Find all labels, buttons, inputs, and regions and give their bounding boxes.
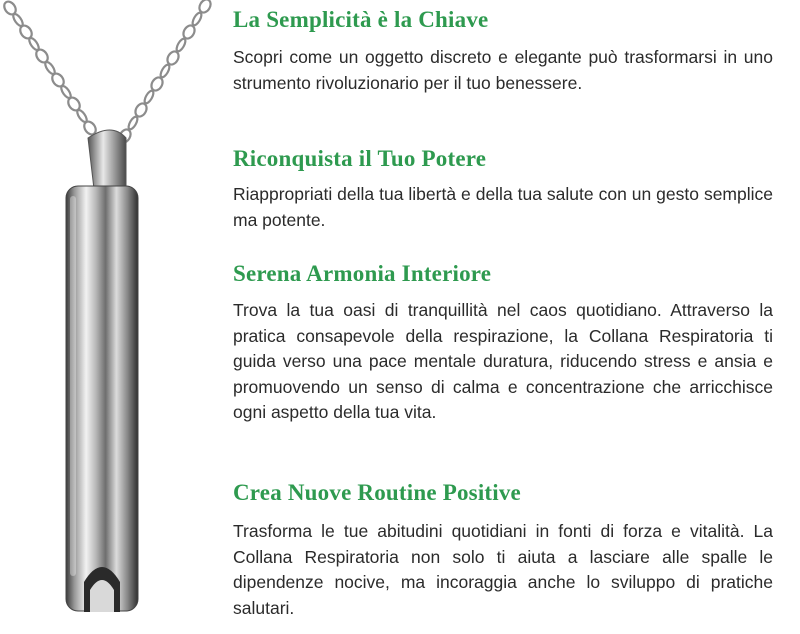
chain-right xyxy=(117,0,213,145)
section-body: Trova la tua oasi di tranquillità nel caos quotidiano. Attraverso la pratica consapevole della respirazione, la Collana Respiratoria ti guida verso una pace mentale duratura, riducendo stress e ansia e promuovendo un senso di calma e concentrazione che arricchisce ogni aspetto della tua vita. xyxy=(233,300,773,422)
section-heading: La Semplicità è la Chiave xyxy=(233,7,489,32)
section-potere xyxy=(233,144,773,233)
section-heading: Crea Nuove Routine Positive xyxy=(233,480,521,505)
section-body: Trasforma le tue abitudini quotidiani in fonti di forza e vitalità. La Collana Respiratoria non solo ti aiuta a lasciare alle spalle le dipendenze nocive, ma incoraggia anche lo sviluppo di pratiche salutari. xyxy=(233,521,773,618)
section-semplicita xyxy=(233,5,773,96)
section-heading: Serena Armonia Interiore xyxy=(233,261,492,286)
necklace-pendant-image xyxy=(0,0,226,629)
section-body: Riappropriati della tua libertà e della tua salute con un gesto semplice ma potente. xyxy=(233,184,773,230)
section-routine xyxy=(233,478,773,621)
section-heading: Riconquista il Tuo Potere xyxy=(233,146,487,171)
section-armonia xyxy=(233,259,773,426)
chain-left xyxy=(2,0,98,137)
section-body: Scopri come un oggetto discreto e elegante può trasformarsi in uno strumento rivoluzionario per il tuo benessere. xyxy=(233,47,773,93)
pendant-tube xyxy=(66,186,138,612)
